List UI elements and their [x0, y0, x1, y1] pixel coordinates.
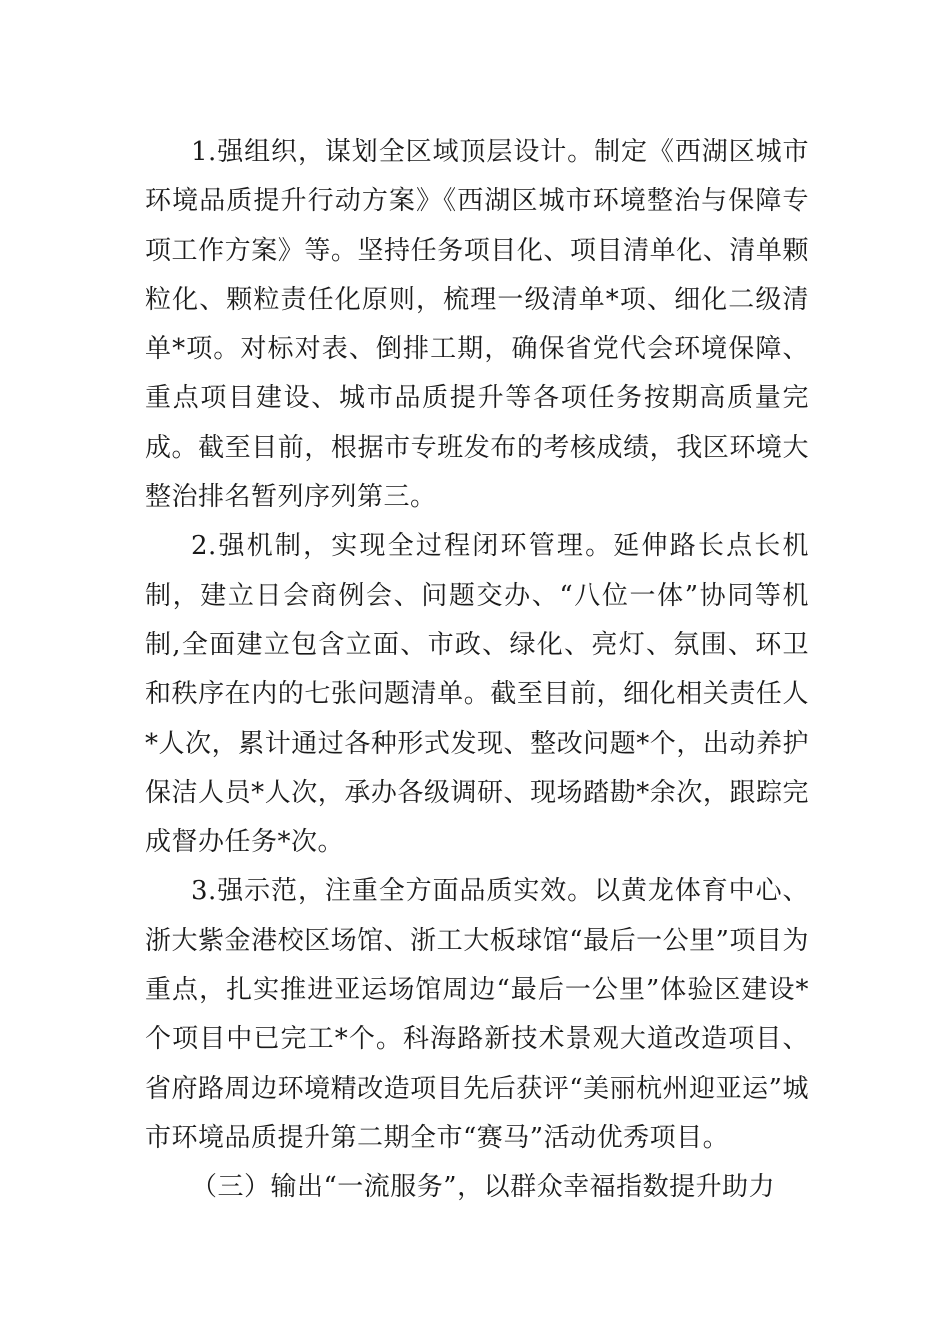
document-body: [145, 128, 809, 1213]
paragraph-demonstration: 3.强示范，注重全方面品质实效。以黄龙体育中心、浙大紫金港校区场馆、浙工大板球馆“最后一公里”项目为重点，扎实推进亚运场馆周边“最后一公里”体验区建设*个项目中已完工*个。科海路新技术景观大道改造项目、省府路周边环境精改造项目先后获评“美丽杭州迎亚运”城市环境品质提升第二期全市“赛马”活动优秀项目。: [145, 876, 809, 1153]
paragraph-mechanism: 2.强机制，实现全过程闭环管理。延伸路长点长机制，建立日会商例会、问题交办、“八位一体”协同等机制,全面建立包含立面、市政、绿化、亮灯、氛围、环卫和秩序在内的七张问题清单。截至目前，细化相关责任人*人次，累计通过各种形式发现、整改问题*个，出动养护保洁人员*人次，承办各级调研、现场踏勘*余次，跟踪完成督办任务*次。: [145, 531, 809, 858]
section-heading-service: （三）输出“一流服务”，以群众幸福指数提升助力: [191, 1172, 776, 1203]
paragraph-organization: 1.强组织，谋划全区域顶层设计。制定《西湖区城市环境品质提升行动方案》《西湖区城市环境整治与保障专项工作方案》等。坚持任务项目化、项目清单化、清单颗粒化、颗粒责任化原则，梳理一级清单*项、细化二级清单*项。对标对表、倒排工期，确保省党代会环境保障、重点项目建设、城市品质提升等各项任务按期高质量完成。截至目前，根据市专班发布的考核成绩，我区环境大整治排名暂列序列第三。: [145, 137, 809, 513]
